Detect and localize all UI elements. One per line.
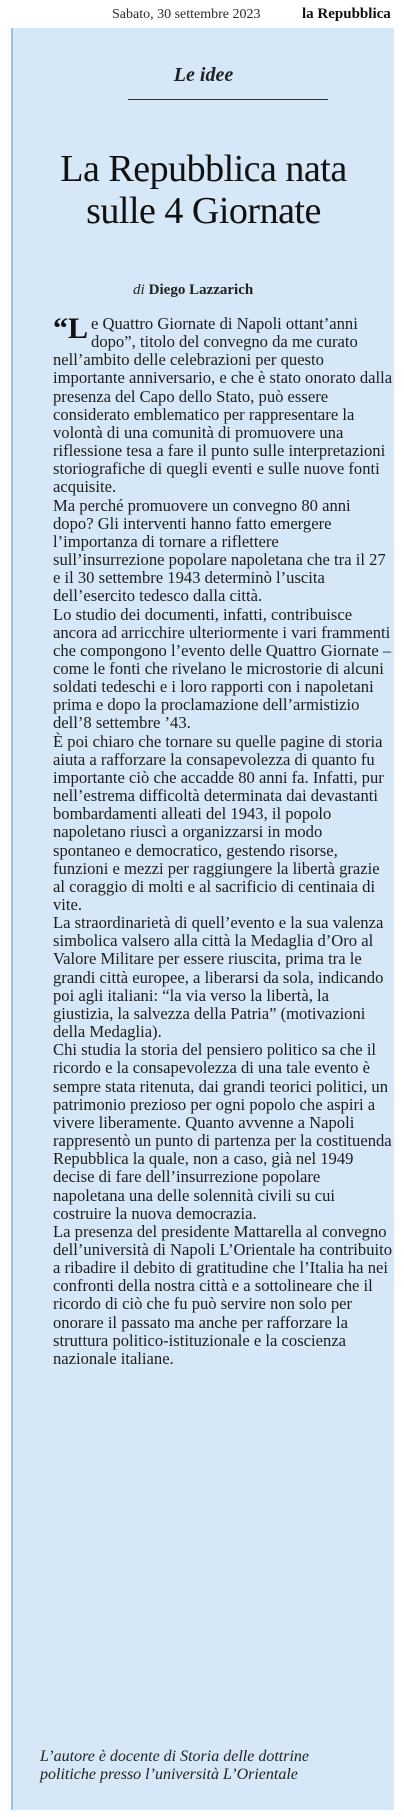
- byline-prefix: di: [133, 282, 145, 298]
- article-paragraph-1: [53, 312, 393, 497]
- article-paragraph-4: È poi chiaro che tornare su quelle pagine di storia aiuta a rafforzare la consapevolezza di quanto fu importante ciò che accadde 80 anni fa. Infatti, pur nell’estrema difficoltà determinata dai devastanti bombardamenti alleati del 1943, il popolo napoletano riuscì a organizzarsi in modo spontaneo e democratico, gestendo risorse, funzioni e mezzi per raggiungere la libertà grazie al coraggio di molti e al sacrificio di centinaia di vite.: [53, 731, 384, 914]
- byline-author: Diego Lazzarich: [148, 282, 254, 298]
- author-footnote: L’autore è docente di Storia delle dottrine politiche presso l’università L’Orientale: [40, 1748, 309, 1783]
- article-paragraph-2: Ma perché promuovere un convegno 80 anni dopo? Gli interventi hanno fatto emergere l’importanza di tornare a riflettere sull’insurrezione popolare napoletana che tra il 27 e il 30 settembre 1943 determinò l’uscita dell’esercito tedesco dalla città.: [53, 495, 386, 606]
- article-body: [53, 312, 393, 1368]
- headline-line-2: sulle 4 Giornate: [86, 190, 321, 232]
- masthead: [0, 0, 404, 26]
- byline: [133, 282, 253, 299]
- article-paragraph-7: La presenza del presidente Mattarella al convegno dell’università di Napoli L’Orientale ha contribuito a ribadire il debito di gratitudine che l’Italia ha nei confronti della nostra città e a sottolineare che il ricordo di ciò che fu può servire non solo per onorare il passato ma anche per rafforzare la struttura politico-istituzionale e la coscienza nazionale italiane.: [53, 1221, 393, 1368]
- newspaper-brand: la Repubblica: [302, 6, 391, 22]
- headline-line-1: La Repubblica nata: [60, 148, 347, 190]
- article-paragraph-5: La straordinarietà di quell’evento e la sua valenza simbolica valsero alla città la Medaglia d’Oro al Valore Militare per essere riuscita, prima tra le grandi città europee, a liberarsi da sola, indicando poi agli italiani: “la via verso la libertà, la giustizia, la salvezza della Patria” (motivazioni della Medaglia).: [53, 913, 384, 1042]
- article-paragraph-6: Chi studia la storia del pensiero politico sa che il ricordo e la consapevolezza di una tale evento è sempre stata ritenuta, dai grandi teorici politici, un patrimonio prezioso per ogni popolo che aspiri a vivere liberamente. Quanto avvenne a Napoli rappresentò un punto di partenza per la costituenda Repubblica la quale, non a caso, già nel 1949 decise di fare dell’insurrezione popolare napoletana una delle solennità civili su cui costruire la nuova democrazia.: [53, 1040, 392, 1223]
- drop-cap: “L: [53, 312, 89, 345]
- article-paragraph-3: Lo studio dei documenti, infatti, contribuisce ancora ad arricchire ulteriormente i vari frammenti che compongono l’evento delle Quattro Giornate – come le fonti che rivelano le microstorie di alcuni soldati tedeschi e i loro rapporti con i napoletani prima e dopo la proclamazione dell’armistizio dell’8 settembre ’43.: [53, 604, 392, 733]
- article-paragraph-1-text: e Quattro Giornate di Napoli ottant’anni dopo”, titolo del convegno da me curato nell’ambito delle celebrazioni per questo importante anniversario, e che è stato onorato dalla presenza del Capo dello Stato, può essere considerato emblematico per rappresentare la volontà di una comunità di promuovere una riflessione tesa a fare il punto sulle interpretazioni storiografiche di quegli eventi e sulle nuove fonti acquisite.: [53, 314, 393, 497]
- opinion-panel: [11, 28, 394, 1810]
- issue-date: Sabato, 30 settembre 2023: [112, 7, 261, 22]
- section-rubric: Le idee: [173, 64, 234, 86]
- rubric-divider: [128, 99, 328, 100]
- headline: [13, 148, 394, 232]
